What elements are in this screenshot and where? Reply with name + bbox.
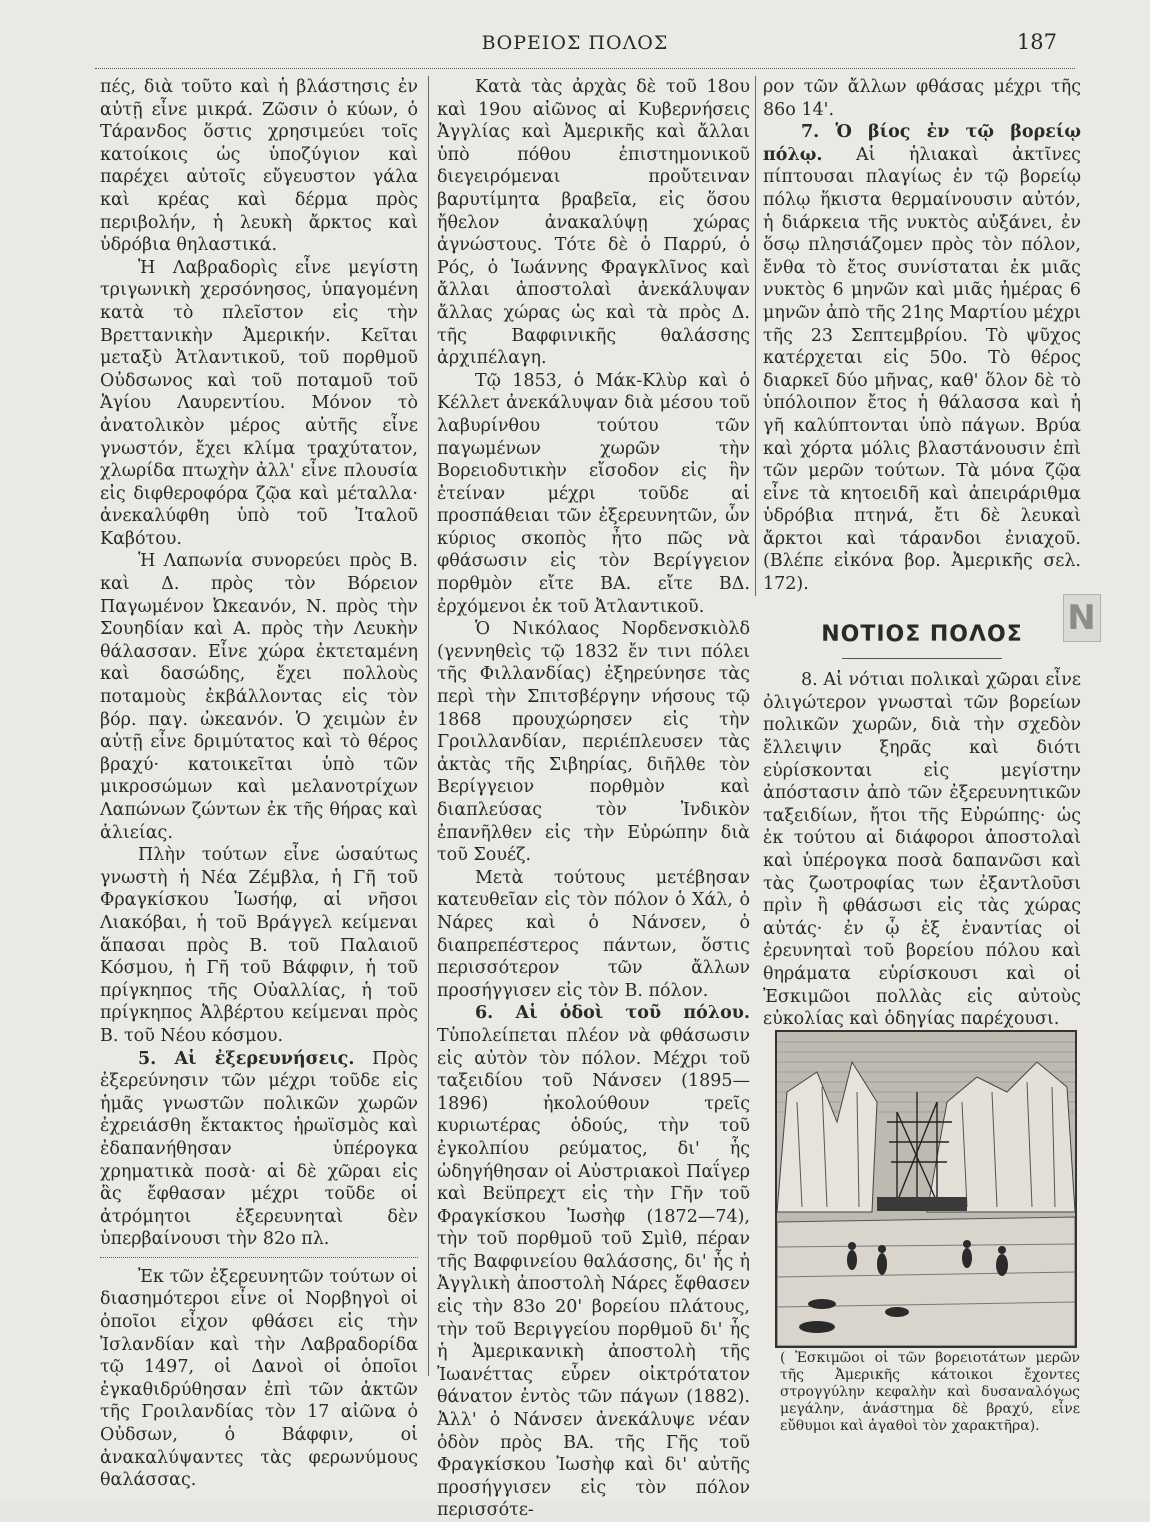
- section-7-text: Αἱ ἡλιακαὶ ἀκτῖνες πίπτουσαι πλαγίως ἐν τῷ βορείῳ πόλῳ ἥκιστα θερμαίνουσιν αὐτόν, ἡ διάρκεια τῆς νυκτὸς αὐξάνει, ἐν ὅσῳ πλησιάζομεν πρὸς τὸν πόλον, ἔνθα τὸ ἔτος συνίσταται ἐκ μιᾶς νυκτὸς 6 μηνῶν καὶ μιᾶς ἡμέρας 6 μηνῶν ἀπὸ τῆς 21ης Μαρτίου μέχρι τῆς 23 Σεπτεμβρίου. Τὸ ψῦχος κατέρχεται εἰς 50ο. Τὸ θέρος διαρκεῖ δύο μῆνας, καθ' ὅλον δὲ τὸ ὑπόλοιπον ἔτος ἡ θάλασσα καὶ ἡ γῆ καλύπτονται ὑπὸ πάγων. Βρύα καὶ χόρτα μόλις βλαστάνουσιν ἐπὶ τῶν μερῶν τούτων. Τὰ μόνα ζῷα εἶνε τὰ κητοειδῆ καὶ ἀπειράριθμα ὑδρόβια πτηνά, ἔτι δὲ λευκαὶ ἄρκτοι καὶ τάρανδοι ἐνιαχοῦ. (Βλέπε εἰκόνα βορ. Ἀμερικῆς σελ. 172).: [763, 144, 1081, 595]
- column-divider-2: [755, 76, 756, 596]
- decorative-initial: N: [1063, 594, 1101, 642]
- paragraph-section-7: [763, 121, 1081, 595]
- paragraph: Ἡ Λαπωνία συνορεύει πρὸς Β. καὶ Δ. πρὸς τὸν Βόρειον Παγωμένον Ὠκεανόν, Ν. πρὸς τὴν Σουηδίαν καὶ Α. πρὸς τὴν Λευκὴν θάλασσαν. Εἶνε χώρα ἐκτεταμένη καὶ δασώδης, ἔχει πολλοὺς ποταμοὺς ἐκβάλλοντας εἰς τὸν βόρ. παγ. ὠκεανόν. Ὁ χειμὼν ἐν αὐτῇ εἶνε δριμύτατος καὶ τὸ θέρος βραχύ· κατοικεῖται ὑπὸ τῶν μικροσώμων καὶ μελανοτρίχων Λαπώνων ζώντων ἐκ τῆς θήρας καὶ ἁλιείας.: [100, 551, 418, 843]
- heading-rule: [842, 658, 1002, 659]
- paragraph: Ὁ Νικόλαος Νορδενσκιὸλδ (γεννηθεὶς τῷ 1832 ἔν τινι πόλει τῆς Φιλλανδίας) ἐξηρεύνησε τὰς περὶ τὴν Σπιτσβέργην νήσους τῷ 1868 προυχώρησεν εἰς τὴν Γροιλλανδίαν, περιέπλευσεν τὰς ἀκτὰς τῆς Σιβηρίας, διῆλθε τὸν Βερίγγειον πορθμὸν καὶ διαπλεύσας τὸν Ἰνδικὸν ἐπανῆλθεν εἰς τὴν Εὐρώπην διὰ τοῦ Σουέζ.: [437, 619, 750, 866]
- paragraph: Ἡ Λαβραδορὶς εἶνε μεγίστη τριγωνικὴ χερσόνησος, ὑπαγομένη κατὰ τὸ πλεῖστον εἰς τὴν Βρεττανικὴν Ἀμερικήν. Κεῖται μεταξὺ Ἀτλαντικοῦ, τοῦ πορθμοῦ Οὐδσωνος καὶ τοῦ ποταμοῦ τοῦ Ἁγίου Λαυρεντίου. Μόνον τὸ ἀνατολικὸν μέρος αὐτῆς εἶνε γνωστόν, ἔχει κλίμα τραχύτατον, χλωρίδα πτωχὴν ἀλλ' εἶνε πλουσία εἰς διφθεροφόρα ζῷα καὶ μέταλλα· ἀνεκαλύφθη ὑπὸ τοῦ Ἰταλοῦ Καβότου.: [100, 257, 418, 549]
- column-divider-1: [428, 76, 429, 1376]
- column-3: [763, 76, 1097, 1031]
- paragraph: Μετὰ τούτους μετέβησαν κατευθεῖαν εἰς τὸν πόλον ὁ Χάλ, ὁ Νάρες καὶ ὁ Νάνσεν, ὁ διαπρεπέστερος πάντων, ὅστις περισσότερον τῶν ἄλλων προσήγγισεν εἰς τὸν Β. πόλον.: [437, 867, 750, 1001]
- section-6-text: Τὑπολείπεται πλέον νὰ φθάσωσιν εἰς αὐτὸν τὸν πόλον. Μέχρι τοῦ ταξειδίου τοῦ Νάνσεν (1895—1896) ἠκολούθουν τρεῖς κυριωτέρας ὁδούς, τὴν τοῦ ἐγκολπίου ρεύματος, δι' ἧς ὡδηγήθησαν οἱ Αὐστριακοὶ Παΐγερ καὶ Βεϋπρεχτ εἰς τὴν Γῆν τοῦ Φραγκίσκου Ἰωσὴφ (1872—74), τὴν τοῦ πορθμοῦ τοῦ Σμὶθ, πέραν τῆς Βαφφινείου θαλάσσης, δι' ἧς ἡ Ἀγγλικὴ ἀποστολὴ Νάρες ἔφθασεν εἰς τὴν 83ο 20' βορείου πλάτους, τὴν τοῦ Βεριγγείου πορθμοῦ δι' ἧς ἡ Ἀμερικανικὴ ἀποστολὴ τῆς Ἰωανέττας εὗρεν οἰκτρότατον θάνατον ἐντὸς τῶν πάγων (1882). Ἀλλ' ὁ Νάνσεν ἀνεκάλυψε νέαν ὁδὸν πρὸς ΒΑ. τῆς Γῆς τοῦ Φραγκίσκου Ἰωσὴφ καὶ δι' αὐτῆς προσήγγισεν εἰς τὸν πόλον περισσότε-: [437, 1025, 750, 1521]
- dotted-rule: [100, 1257, 418, 1258]
- paragraph: 8. Αἱ νότιαι πολικαὶ χῶραι εἶνε ὀλιγώτερον γνωσταὶ τῶν βορείων πολικῶν χωρῶν, διὰ τὴν σχεδὸν ἔλλειψιν ξηρᾶς καὶ διότι εὑρίσκονται εἰς μεγίστην ἀπόστασιν ἀπὸ τῶν ἐξερευνητικῶν ταξειδίων, ἤτοι τῆς Εὐρώπης· ὡς ἐκ τούτου αἱ διάφοροι ἀποστολαὶ καὶ ὑπέρογκα ποσὰ δαπανῶσι καὶ τὰς ζωοτροφίας των ἐξαντλοῦσι πρὶν ἢ φθάσωσι εἰς τὰς χώρας αὐτάς· ἐν ᾧ ἐξ ἐναντίας οἱ ἐρευνηταὶ τοῦ βορείου πόλου καὶ θηράματα εὑρίσκουσι καὶ οἱ Ἐσκιμῶοι πολλὰς εἰς αὐτοὺς εὐκολίας καὶ ὁδηγίας παρέχουσι.: [763, 670, 1081, 1030]
- engraving-image: [777, 1032, 1075, 1346]
- header-rule: [95, 68, 1075, 69]
- running-title: ΒΟΡΕΙΟΣ ΠΟΛΟΣ: [481, 32, 669, 54]
- column-2: [437, 76, 750, 1522]
- column-1: [100, 76, 418, 1492]
- section-7-title: 7. Ὁ βίος ἐν τῷ βορείῳ πόλῳ.: [763, 122, 1081, 165]
- paragraph-section-5: [100, 1048, 418, 1251]
- engraving-caption: ( Ἐσκιμῶοι οἱ τῶν βορειοτάτων μερῶν τῆς Ἀμερικῆς κάτοικοι ἔχοντες στρογγύλην κεφαλὴν καὶ δυσαναλόγως μεγάλην, ἀνάστημα δὲ βραχύ, εἶνε εὔθυμοι καὶ ἀγαθοὶ τὸν χαρακτῆρα).: [780, 1350, 1080, 1434]
- paragraph: ρον τῶν ἄλλων φθάσας μέχρι τῆς 86ο 14'.: [763, 77, 1081, 120]
- page-header: [0, 28, 1150, 58]
- page-number: 187: [1016, 30, 1057, 54]
- section-5-text: Πρὸς ἐξερεύνησιν τῶν μέχρι τοῦδε εἰς ἡμᾶς γνωστῶν πολικῶν χωρῶν ἐχρειάσθη ἔκτακτος ἡρωϊσμὸς καὶ ἐδαπανήθησαν ὑπέρογκα χρηματικὰ ποσὰ· αἱ δὲ χῶραι εἰς ἃς ἔφθασαν μέχρι τοῦδε οἱ ἀτρόμητοι ἐξερευνηταὶ δὲν ὑπερβαίνουσι τὴν 82ο πλ.: [100, 1048, 418, 1250]
- heading-text: ΝΟΤΙΟΣ ΠΟΛΟΣ: [821, 621, 1023, 647]
- engraving-eskimos-illustration: [775, 1030, 1077, 1348]
- paragraph: πές, διὰ τοῦτο καὶ ἡ βλάστησις ἐν αὐτῇ εἶνε μικρά. Ζῶσιν ὁ κύων, ὁ Τάρανδος ὅστις χρησιμεύει τοῖς κατοίκοις ὡς ὑποζύγιον καὶ παρέχει αὐτοῖς εὔγευστον γάλα καὶ κρέας καὶ δέρμα πρὸς περιβολήν, ἡ λευκὴ ἄρκτος καὶ ὑδρόβια θηλαστικά.: [100, 77, 418, 256]
- paragraph: Κατὰ τὰς ἀρχὰς δὲ τοῦ 18ου καὶ 19ου αἰῶνος αἱ Κυβερνήσεις Ἀγγλίας καὶ Ἀμερικῆς καὶ ἄλλαι ὑπὸ πόθου ἐπιστημονικοῦ διεγειρόμεναι προὔτειναν βαρυτίμητα βραβεῖα, εἰς ὅσου ἤθελον ἀνακαλύψῃ χώρας ἀγνώστους. Τότε δὲ ὁ Παρρύ, ὁ Ρός, ὁ Ἰωάννης Φραγκλῖνος καὶ ἄλλαι ἀποστολαὶ ἀνεκάλυψαν ἄλλας χώρας ὡς καὶ τὰ πρὸς Δ. τῆς Βαφφινικῆς θαλάσσης ἀρχιπέλαγη.: [437, 77, 750, 369]
- paragraph-section-6: [437, 1002, 750, 1522]
- paragraph: Ἐκ τῶν ἐξερευνητῶν τούτων οἱ διασημότεροι εἶνε οἱ Νορβηγοὶ οἱ ὁποῖοι εἶχον φθάσει εἰς τὴν Ἰσλανδίαν καὶ τὴν Λαβραδορίδα τῷ 1497, οἱ Δανοὶ οἱ ὁποῖοι ἐγκαθιδρύθησαν ἐπὶ τῶν ἀκτῶν τῆς Γροιλανδίας τὸν 17 αἰῶνα ὁ Οὐδσων, ὁ Βάφφιν, οἱ ἀνακαλύψαντες τὰς φερωνύμους θαλάσσας.: [100, 1266, 418, 1491]
- section-5-title: 5. Αἱ ἐξερευνήσεις.: [138, 1048, 355, 1069]
- section-heading-south-pole: [763, 597, 1097, 647]
- section-6-title: 6. Αἱ ὁδοὶ τοῦ πόλου.: [475, 1003, 750, 1024]
- paragraph: Πλὴν τούτων εἶνε ὡσαύτως γνωστὴ ἡ Νέα Ζέμβλα, ἡ Γῆ τοῦ Φραγκίσκου Ἰωσήφ, αἱ νῆσοι Λιακόβαι, ἡ τοῦ Βράγγελ κείμεναι ἅπασαι πρὸς Β. τοῦ Παλαιοῦ Κόσμου, ἡ Γῆ τοῦ Βάφφιν, ἡ τοῦ πρίγκηπος τῆς Οὐαλλίας, ἡ τοῦ πρίγκηπος Ἀλβέρτου κείμεναι πρὸς Β. τοῦ Νέου κόσμου.: [100, 845, 418, 1046]
- paragraph: Τῷ 1853, ὁ Μάκ-Κλὺρ καὶ ὁ Κέλλετ ἀνεκάλυψαν διὰ μέσου τοῦ λαβυρίνθου τούτου τῶν παγωμένων χωρῶν τὴν Βορειοδυτικὴν εἴσοδον εἰς ἣν ἐτείναν μέχρι τοῦδε αἱ προσπάθειαι τῶν ἐξερευνητῶν, ὧν κύριος σκοπὸς ἦτο πῶς νὰ φθάσωσιν εἰς τὸν Βερίγγειον πορθμὸν εἴτε ΒΑ. εἴτε ΒΔ. ἐρχόμενοι ἐκ τοῦ Ἀτλαντικοῦ.: [437, 370, 750, 617]
